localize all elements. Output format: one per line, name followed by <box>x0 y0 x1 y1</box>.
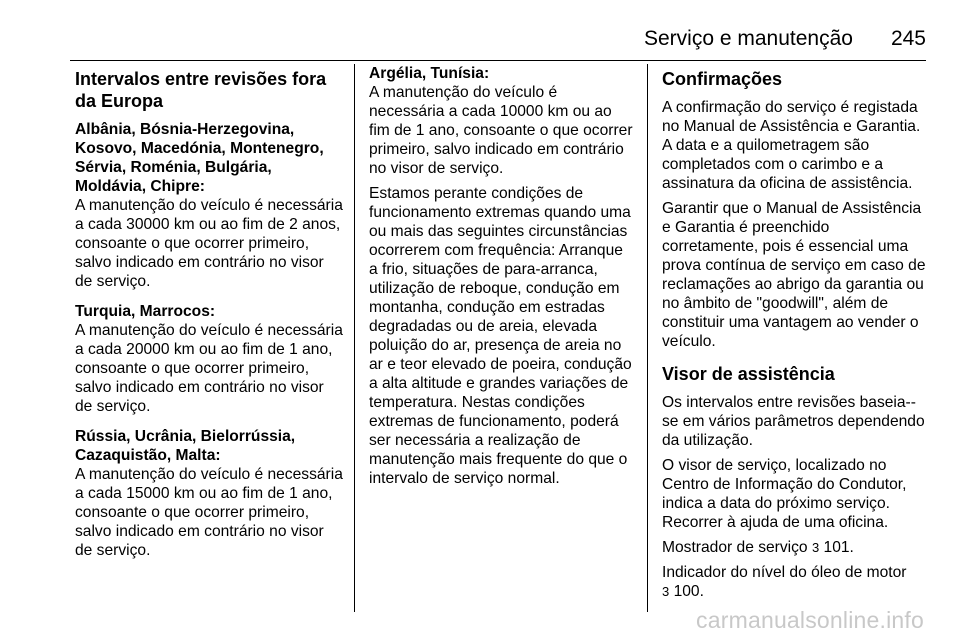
section-heading-intervals: Intervalos entre revisões fora da Europa <box>75 69 327 111</box>
warranty-paragraph: Garantir que o Manual de Assistência e Garantia é preenchido corretamente, pois é essencial uma prova contínua de serviço em caso de reclamações ao abrigo da garantia ou no âmbito de "goodwill", além de constituir uma vantagem ao vender o veículo. <box>662 200 926 350</box>
service-display-paragraph: O visor de serviço, localizado no Centro de Informação do Condutor, indica a data do próximo serviço. Recorrer à ajuda de uma oficina. <box>662 457 907 531</box>
reference-text: Indicador do nível do óleo de motor <box>662 564 907 581</box>
interval-text: A manutenção do veículo é necessária a cada 15000 km ou ao fim de 1 ano, consoante o que ocorrer primeiro, salvo indicado em contrário no visor de serviço. <box>75 466 343 559</box>
column-3 <box>662 64 928 607</box>
watermark: carmanualsonline.info <box>696 607 924 633</box>
country-list: Albânia, Bósnia-Herzegovina, Kosovo, Macedónia, Montenegro, Sérvia, Roménia, Bulgária, Moldávia, Chipre: <box>75 121 324 195</box>
interval-text: A manutenção do veículo é necessária a cada 30000 km ou ao fim de 2 anos, consoante o que ocorrer primeiro, salvo indicado em contrário no visor de serviço. <box>75 197 343 290</box>
column-divider-1 <box>354 64 355 612</box>
country-list: Argélia, Tunísia: <box>369 65 490 82</box>
page-reference-icon: 3 <box>811 540 820 555</box>
reference-page[interactable]: 100. <box>673 583 704 600</box>
page-header <box>70 22 926 56</box>
header-rule <box>70 60 926 61</box>
country-list: Rússia, Ucrânia, Bielorrússia, Cazaquistão, Malta: <box>75 428 296 464</box>
interval-text: A manutenção do veículo é necessária a cada 20000 km ou ao fim de 1 ano, consoante o que ocorrer primeiro, salvo indicado em contrário no visor de serviço. <box>75 322 343 415</box>
confirmation-paragraph: A confirmação do serviço é registada no Manual de Assistência e Garantia. A data e a quilometragem são completados com o carimbo e a assinatura da oficina de assistência. <box>662 99 921 192</box>
section-heading-service-display: Visor de assistência <box>662 364 835 384</box>
country-group <box>75 427 343 560</box>
reference-text: Mostrador de serviço <box>662 539 808 556</box>
country-list: Turquia, Marrocos: <box>75 303 216 320</box>
intervals-paragraph: Os intervalos entre revisões baseia--se em vários parâmetros dependendo da utilização. <box>662 394 925 449</box>
section-heading-confirmations: Confirmações <box>662 69 783 89</box>
column-divider-2 <box>647 64 648 612</box>
interval-text: A manutenção do veículo é necessária a cada 10000 km ou ao fim de 1 ano, consoante o que ocorrer primeiro, salvo indicado em contrário no visor de serviço. <box>369 84 633 177</box>
reference-page[interactable]: 101. <box>823 539 854 556</box>
column-1 <box>75 64 343 571</box>
column-2 <box>369 64 635 494</box>
page-title: Serviço e manutenção <box>643 27 853 50</box>
country-group <box>369 64 635 178</box>
country-group <box>75 120 343 291</box>
reference-oil-level <box>662 563 928 601</box>
country-group <box>75 302 343 416</box>
page-reference-icon: 3 <box>662 584 670 599</box>
reference-service-display <box>662 538 928 557</box>
extreme-conditions-text: Estamos perante condições de funcionamento extremas quando uma ou mais das seguintes circunstâncias ocorrerem com frequência: Arranque a frio, situações de para-arranca, utilização de reboque, condução em montanha, condução em estradas degradadas ou de areia, elevada poluição do ar, presença de areia no ar e teor elevado de poeira, condução a alta altitude e grandes variações de temperatura. Nestas condições extremas de funcionamento, poderá ser necessária a realização de manutenção mais frequente do que o intervalo de serviço normal. <box>369 185 632 487</box>
page-number: 245 <box>890 27 926 50</box>
